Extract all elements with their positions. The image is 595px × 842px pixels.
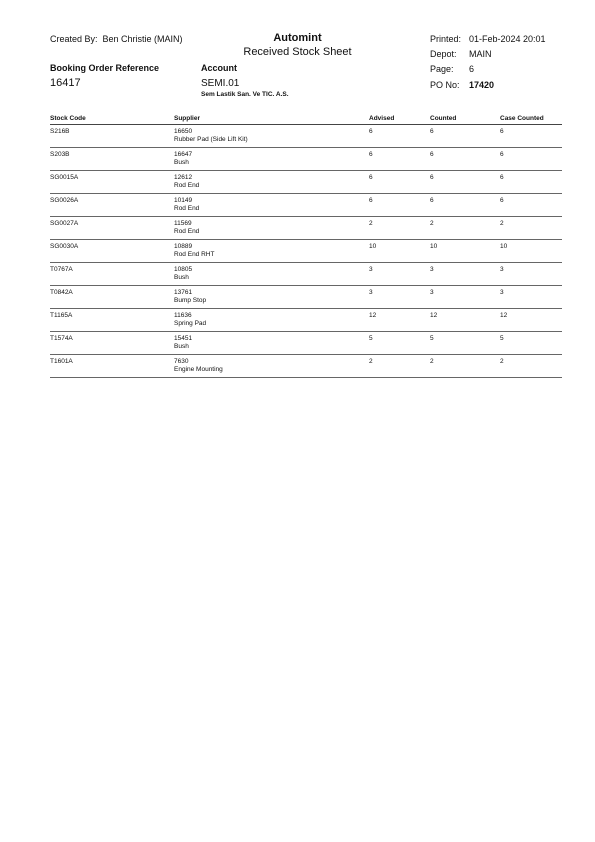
- printed-value: 01-Feb-2024 20:01: [469, 34, 546, 44]
- table-row: [50, 125, 562, 148]
- description-cell: Rod End: [174, 182, 200, 189]
- case-counted-cell: 6: [500, 197, 504, 204]
- table-row: [50, 355, 562, 378]
- case-counted-cell: 10: [500, 243, 508, 250]
- table-row: [50, 194, 562, 217]
- table-row: [50, 217, 562, 240]
- table-body: [50, 125, 562, 378]
- counted-cell: 2: [430, 358, 434, 365]
- supplier-code-cell: 11636: [174, 312, 192, 319]
- stock-code-cell: T0842A: [50, 289, 73, 296]
- depot-label: Depot:: [430, 49, 457, 59]
- stock-code-cell: SG0030A: [50, 243, 79, 250]
- advised-cell: 6: [369, 197, 373, 204]
- depot-row: [430, 49, 492, 59]
- case-counted-cell: 2: [500, 358, 504, 365]
- table-row: [50, 240, 562, 263]
- advised-cell: 12: [369, 312, 377, 319]
- description-cell: Engine Mounting: [174, 366, 223, 373]
- description-cell: Bush: [174, 343, 189, 350]
- page-value: 6: [469, 64, 475, 74]
- case-counted-cell: 12: [500, 312, 508, 319]
- description-cell: Bush: [174, 274, 189, 281]
- stock-code-cell: T1601A: [50, 358, 73, 365]
- created-by-label: Created By:: [50, 34, 98, 44]
- advised-cell: 10: [369, 243, 377, 250]
- company-name: Automint: [273, 32, 322, 44]
- sheet-title: Received Stock Sheet: [243, 46, 352, 58]
- advised-cell: 5: [369, 335, 373, 342]
- page-label: Page:: [430, 64, 454, 74]
- stock-code-cell: T1574A: [50, 335, 73, 342]
- description-cell: Bump Stop: [174, 297, 207, 304]
- supplier-code-cell: 7630: [174, 358, 189, 365]
- description-cell: Rubber Pad (Side Lift Kit): [174, 136, 248, 143]
- counted-cell: 2: [430, 220, 434, 227]
- account-label: Account: [201, 63, 237, 73]
- description-cell: Rod End: [174, 205, 200, 212]
- stock-code-cell: SG0026A: [50, 197, 79, 204]
- advised-cell: 2: [369, 220, 373, 227]
- supplier-code-cell: 16650: [174, 128, 193, 135]
- supplier-code-cell: 13761: [174, 289, 193, 296]
- counted-cell: 6: [430, 174, 434, 181]
- po-label: PO No:: [430, 80, 460, 90]
- table-header: [50, 114, 562, 125]
- stock-table: [50, 114, 562, 378]
- counted-cell: 10: [430, 243, 438, 250]
- case-counted-cell: 3: [500, 266, 504, 273]
- advised-cell: 2: [369, 358, 373, 365]
- advised-cell: 6: [369, 174, 373, 181]
- table-row: [50, 286, 562, 309]
- advised-cell: 6: [369, 151, 373, 158]
- counted-cell: 6: [430, 197, 434, 204]
- stock-code-cell: T0767A: [50, 266, 73, 273]
- case-counted-cell: 2: [500, 220, 504, 227]
- created-by-value: Ben Christie (MAIN): [102, 34, 183, 44]
- case-counted-cell: 6: [500, 128, 504, 135]
- stock-code-cell: SG0027A: [50, 220, 79, 227]
- po-row: [430, 80, 494, 90]
- stock-code-cell: T1165A: [50, 312, 73, 319]
- supplier-code-cell: 16647: [174, 151, 193, 158]
- advised-cell: 6: [369, 128, 373, 135]
- table-row: [50, 332, 562, 355]
- advised-cell: 3: [369, 266, 373, 273]
- col-supplier: Supplier: [174, 115, 201, 122]
- po-value: 17420: [469, 80, 495, 90]
- counted-cell: 5: [430, 335, 434, 342]
- case-counted-cell: 5: [500, 335, 504, 342]
- account-code: SEMI.01: [201, 78, 240, 89]
- table-row: [50, 263, 562, 286]
- page-row: [430, 64, 474, 74]
- case-counted-cell: 6: [500, 174, 504, 181]
- supplier-code-cell: 10889: [174, 243, 193, 250]
- case-counted-cell: 6: [500, 151, 504, 158]
- supplier-code-cell: 10805: [174, 266, 193, 273]
- printed-row: [430, 34, 546, 44]
- col-counted: Counted: [430, 115, 457, 122]
- account-name: Sem Lastik San. Ve TIC. A.S.: [201, 91, 289, 98]
- stock-code-cell: S203B: [50, 151, 70, 158]
- description-cell: Spring Pad: [174, 320, 207, 327]
- supplier-code-cell: 12612: [174, 174, 193, 181]
- stock-code-cell: SG0015A: [50, 174, 79, 181]
- col-advised: Advised: [369, 115, 395, 122]
- table-row: [50, 171, 562, 194]
- printed-label: Printed:: [430, 34, 462, 44]
- counted-cell: 6: [430, 128, 434, 135]
- supplier-code-cell: 15451: [174, 335, 193, 342]
- description-cell: Rod End: [174, 228, 200, 235]
- description-cell: Rod End RHT: [174, 251, 215, 258]
- booking-ref-label: Booking Order Reference: [50, 63, 160, 73]
- case-counted-cell: 3: [500, 289, 504, 296]
- table-row: [50, 148, 562, 171]
- table-row: [50, 309, 562, 332]
- supplier-code-cell: 10149: [174, 197, 193, 204]
- col-case-counted: Case Counted: [500, 115, 544, 122]
- counted-cell: 6: [430, 151, 434, 158]
- description-cell: Bush: [174, 159, 189, 166]
- booking-ref-value: 16417: [50, 77, 81, 89]
- counted-cell: 3: [430, 266, 434, 273]
- counted-cell: 12: [430, 312, 438, 319]
- stock-code-cell: S216B: [50, 128, 70, 135]
- created-by: [50, 34, 183, 44]
- supplier-code-cell: 11569: [174, 220, 192, 227]
- depot-value: MAIN: [469, 49, 492, 59]
- advised-cell: 3: [369, 289, 373, 296]
- counted-cell: 3: [430, 289, 434, 296]
- col-stock-code: Stock Code: [50, 115, 86, 122]
